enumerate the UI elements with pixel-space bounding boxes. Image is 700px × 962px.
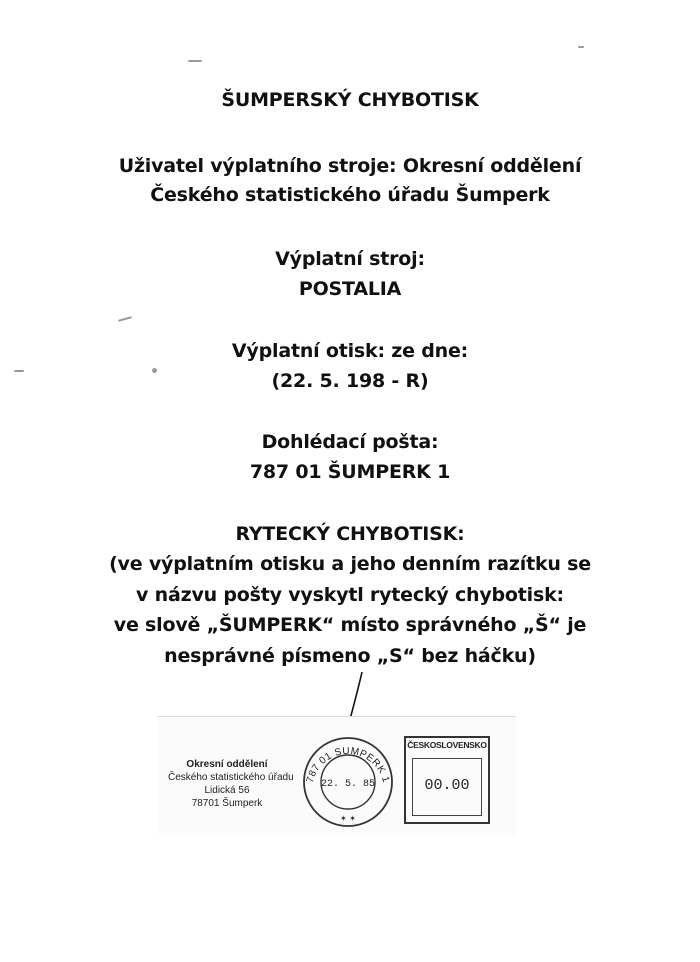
post-label: Dohlédací pošta:	[261, 431, 439, 453]
user-line-1: Uživatel výplatního stroje: Okresní oddělení	[118, 155, 582, 177]
address-line: Lidická 56	[204, 785, 250, 796]
machine-label: Výplatní stroj:	[275, 248, 425, 270]
postmark-stars: ✶ ✶	[340, 814, 356, 823]
meter-country: ČESKOSLOVENSKO	[407, 740, 487, 750]
postmark-stamp	[298, 732, 398, 832]
sender-address	[168, 758, 294, 810]
error-desc-line: nesprávné písmeno „S“ bez háčku)	[164, 645, 536, 667]
error-title: RYTECKÝ CHYBOTISK:	[235, 523, 465, 545]
document-title: ŠUMPERSKÝ CHYBOTISK	[221, 89, 479, 111]
meter-stamp	[404, 736, 490, 824]
scan-speck	[188, 60, 202, 62]
machine-value: POSTALIA	[298, 278, 402, 300]
scan-speck	[118, 316, 132, 322]
address-line: Okresní oddělení	[186, 759, 268, 770]
postmark-date: 22. 5. 85	[320, 779, 376, 790]
meter-value-box	[412, 758, 482, 816]
user-line-2: Českého statistického úřadu Šumperk	[150, 184, 550, 206]
address-line: 78701 Šumperk	[191, 798, 263, 809]
error-desc-line: (ve výplatním otisku a jeho denním razítku se	[109, 553, 591, 575]
imprint-label: Výplatní otisk: ze dne:	[231, 340, 469, 362]
postmark-ring-text: 787 01 SUMPERK 1	[304, 745, 392, 785]
post-value: 787 01 ŠUMPERK 1	[249, 461, 451, 483]
error-desc-line: v názvu pošty vyskytl rytecký chybotisk:	[136, 584, 564, 606]
meter-value: 00.00	[424, 777, 470, 794]
scan-speck	[578, 46, 584, 48]
address-line: Českého statistického úřadu	[168, 772, 294, 783]
error-desc-line: ve slově „ŠUMPERK“ místo správného „Š“ je	[113, 614, 587, 636]
imprint-value: (22. 5. 198 - R)	[271, 370, 429, 392]
